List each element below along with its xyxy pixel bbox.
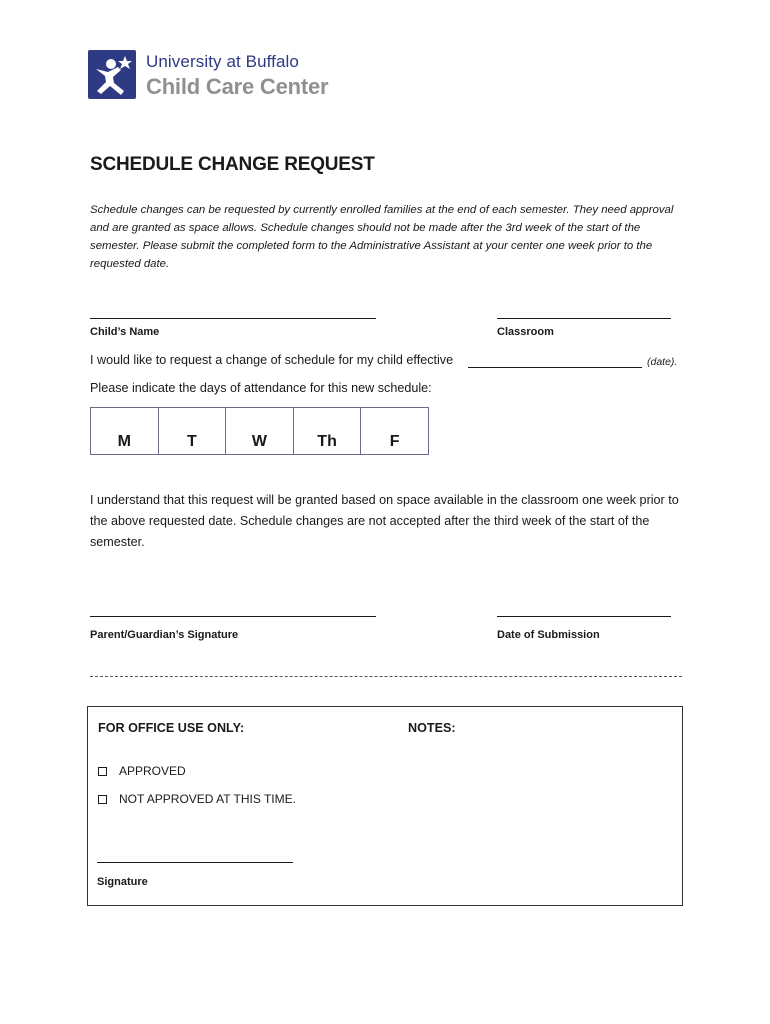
day-cell-wednesday[interactable]: W (226, 408, 294, 454)
day-cell-tuesday[interactable]: T (159, 408, 227, 454)
submission-date-label: Date of Submission (497, 629, 600, 641)
date-suffix: (date). (647, 356, 678, 368)
parent-signature-label: Parent/Guardian’s Signature (90, 629, 239, 641)
logo-mark (88, 50, 136, 99)
not-approved-checkbox[interactable] (98, 795, 107, 804)
day-cell-friday[interactable]: F (389, 433, 400, 450)
acknowledgement-paragraph: I understand that this request will be granted based on space available in the classroom one week prior to the above requested date. Schedule changes are not accepted after the third week of the start of the semester. (90, 493, 679, 549)
days-grid (90, 407, 429, 455)
not-approved-option[interactable] (98, 792, 296, 806)
child-reaching-star-icon (88, 50, 136, 99)
not-approved-label: NOT APPROVED AT THIS TIME. (119, 792, 296, 806)
office-use-heading: FOR OFFICE USE ONLY: (98, 721, 245, 735)
notes-heading: NOTES: (408, 721, 456, 735)
classroom-line[interactable] (497, 318, 671, 319)
classroom-label: Classroom (497, 326, 554, 338)
page-title: SCHEDULE CHANGE REQUEST (90, 154, 375, 175)
child-name-label: Child’s Name (90, 326, 160, 338)
office-use-box (87, 706, 683, 906)
office-signature-label: Signature (97, 876, 148, 888)
office-signature-line[interactable] (97, 862, 293, 863)
cut-line-divider (90, 676, 682, 677)
approved-option[interactable] (98, 764, 186, 778)
intro-paragraph: Schedule changes can be requested by currently enrolled families at the end of each semester. They need approval and are granted as space allows. Schedule changes should not be made after the 3rd week of the start of the semester. Please submit the completed form to the Administrative Assistant at your center one week prior to the requested date. (90, 204, 674, 270)
logo-center-name: Child Care Center (146, 74, 329, 99)
approved-label: APPROVED (119, 764, 186, 778)
logo-university-name: University at Buffalo (146, 52, 299, 71)
parent-signature-line[interactable] (90, 616, 376, 617)
day-cell-monday[interactable]: M (91, 408, 159, 454)
submission-date-line[interactable] (497, 616, 671, 617)
child-name-line[interactable] (90, 318, 376, 319)
approved-checkbox[interactable] (98, 767, 107, 776)
days-prompt: Please indicate the days of attendance for this new schedule: (90, 381, 432, 395)
effective-date-line[interactable] (468, 367, 642, 368)
day-cell-thursday[interactable]: Th (294, 408, 362, 454)
effective-date-text: I would like to request a change of schedule for my child effective (90, 353, 454, 367)
